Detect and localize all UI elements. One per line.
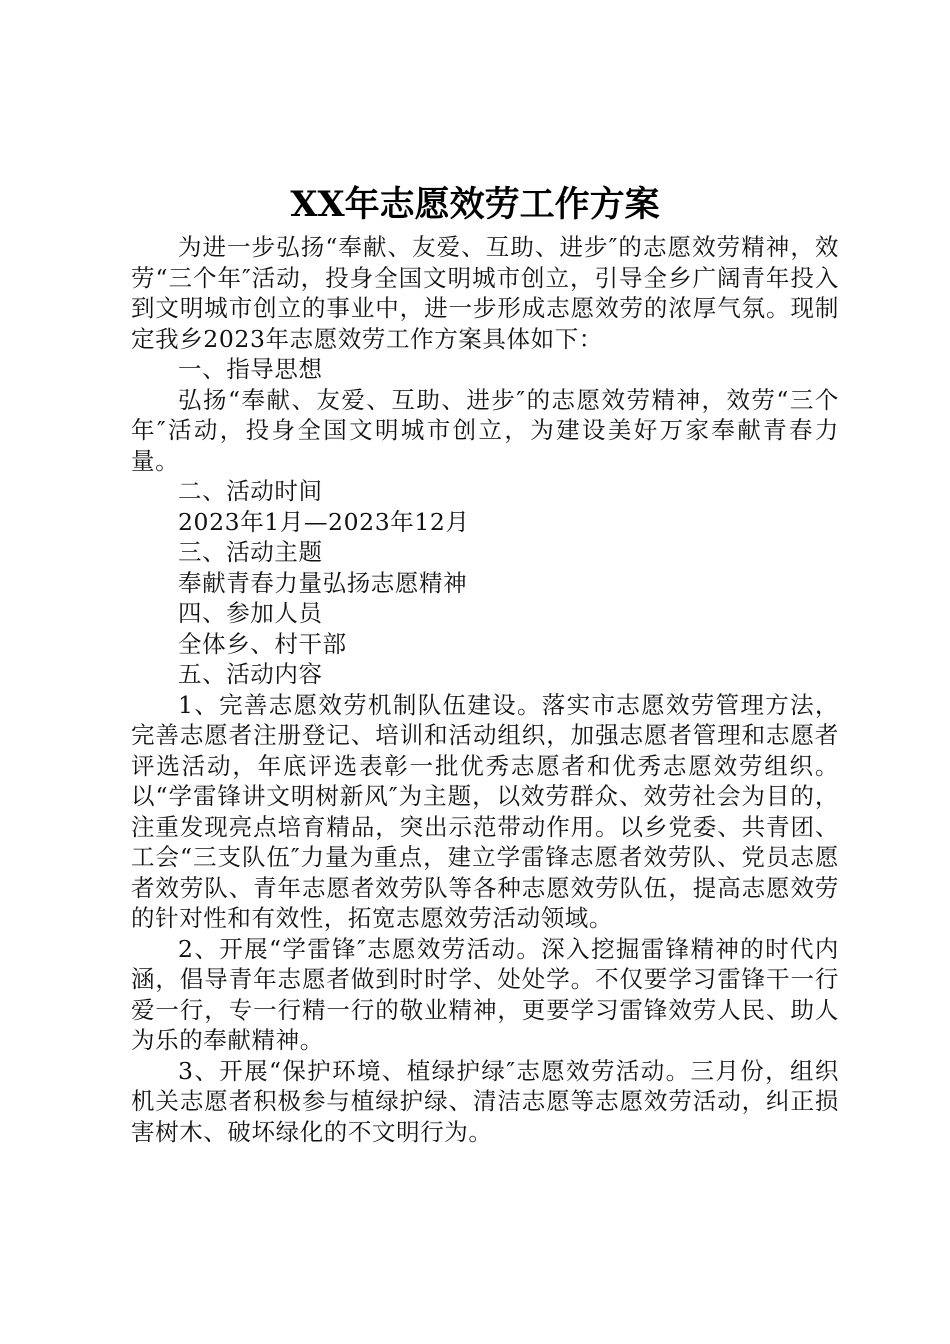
content-item-3: 3、开展“保护环境、植绿护绿″志愿效劳活动。三月份，组织机关志愿者积极参与植绿护绿、清洁志愿等志愿效劳活动，纠正损害树木、破坏绿化的不文明行为。	[131, 1056, 839, 1146]
section-heading-guiding-thought: 一、指导思想	[178, 355, 323, 383]
document-title: XX年志愿效劳工作方案	[290, 184, 660, 225]
content-item-2: 2、开展“学雷锋″志愿效劳活动。深入挖掘雷锋精神的时代内涵，倡导青年志愿者做到时时学、处处学。不仅要学习雷锋干一行爱一行，专一行精一行的敬业精神，更要学习雷锋效劳人民、助人为乐的奉献精神。	[131, 934, 839, 1054]
content-item-1: 1、完善志愿效劳机制队伍建设。落实市志愿效劳管理方法，完善志愿者注册登记、培训和活动组织，加强志愿者管理和志愿者评选活动，年底评选表彰一批优秀志愿者和优秀志愿效劳组织。以“学雷锋讲文明树新风″为主题，以效劳群众、效劳社会为目的，注重发现亮点培育精品，突出示范带动作用。以乡党委、共青团、工会“三支队伍″力量为重点，建立学雷锋志愿者效劳队、党员志愿者效劳队、青年志愿者效劳队等各种志愿效劳队伍，提高志愿效劳的针对性和有效性，拓宽志愿效劳活动领域。	[131, 690, 839, 932]
document-body	[131, 232, 839, 1147]
section-heading-activity-theme: 三、活动主题	[178, 538, 323, 566]
activity-time-paragraph: 2023年1月—2023年12月	[178, 507, 470, 536]
section-heading-participants: 四、参加人员	[178, 599, 323, 627]
intro-paragraph: 为进一步弘扬“奉献、友爱、互助、进步″的志愿效劳精神，效劳“三个年″活动，投身全国文明城市创立，引导全乡广阔青年投入到文明城市创立的事业中，进一步形成志愿效劳的浓厚气氛。现制定我乡2023年志愿效劳工作方案具体如下：	[131, 233, 839, 353]
participants-paragraph: 全体乡、村干部	[178, 629, 347, 658]
section-heading-activity-time: 二、活动时间	[178, 477, 323, 505]
guiding-thought-paragraph: 弘扬“奉献、友爱、互助、进步″的志愿效劳精神，效劳“三个年″活动，投身全国文明城市创立，为建设美好万家奉献青春力量。	[131, 385, 839, 475]
section-heading-activity-content: 五、活动内容	[178, 660, 323, 688]
activity-theme-paragraph: 奉献青春力量弘扬志愿精神	[178, 568, 468, 597]
